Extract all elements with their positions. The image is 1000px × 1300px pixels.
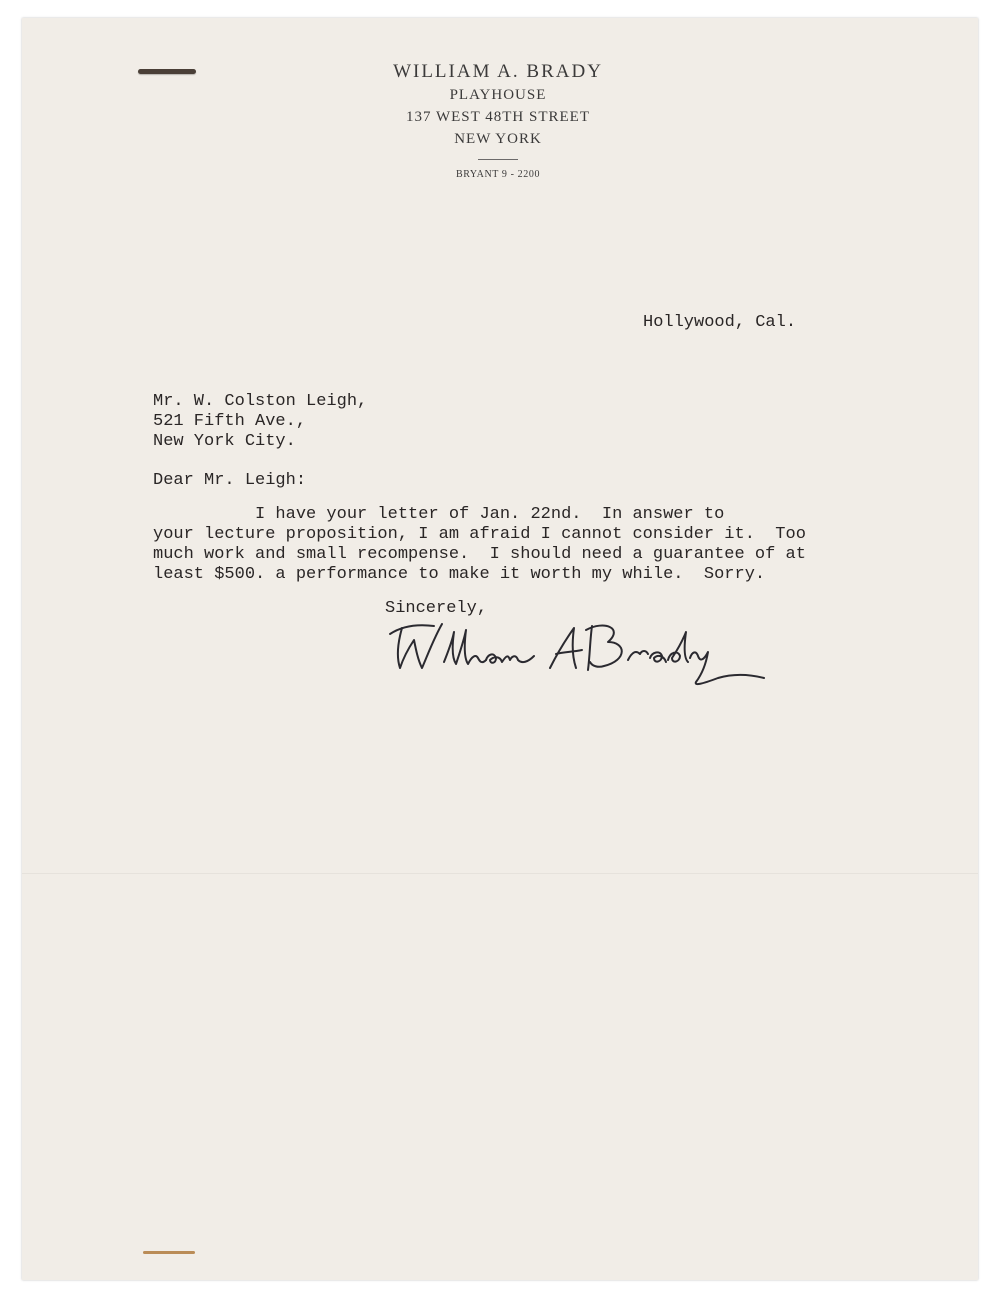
body-line: much work and small recompense. I should need a guarantee of at — [153, 545, 806, 564]
letterhead-street: 137 WEST 48TH STREET — [405, 109, 591, 125]
staple-mark-top — [138, 69, 196, 74]
body-line: I have your letter of Jan. 22nd. In answer to — [153, 505, 725, 524]
closing: Sincerely, — [385, 599, 488, 618]
letterhead-city: NEW YORK — [454, 131, 542, 147]
letterhead-phone: BRYANT 9 - 2200 — [455, 169, 541, 180]
letterhead-divider — [478, 159, 518, 160]
recipient-street: 521 Fifth Ave., — [153, 412, 307, 431]
handwritten-signature — [372, 612, 772, 692]
letterhead-name: WILLIAM A. BRADY — [393, 61, 603, 82]
paper-fold-line — [22, 873, 978, 874]
salutation: Dear Mr. Leigh: — [153, 471, 307, 490]
letterhead — [278, 60, 718, 182]
letterhead-venue: PLAYHOUSE — [449, 87, 547, 103]
recipient-name: Mr. W. Colston Leigh, — [153, 392, 368, 411]
recipient-city: New York City. — [153, 432, 296, 451]
body-line: least $500. a performance to make it worth my while. Sorry. — [153, 565, 766, 584]
letter-location: Hollywood, Cal. — [643, 313, 797, 332]
body-line: your lecture proposition, I am afraid I cannot consider it. Too — [153, 525, 806, 544]
rust-mark-bottom — [143, 1251, 195, 1254]
